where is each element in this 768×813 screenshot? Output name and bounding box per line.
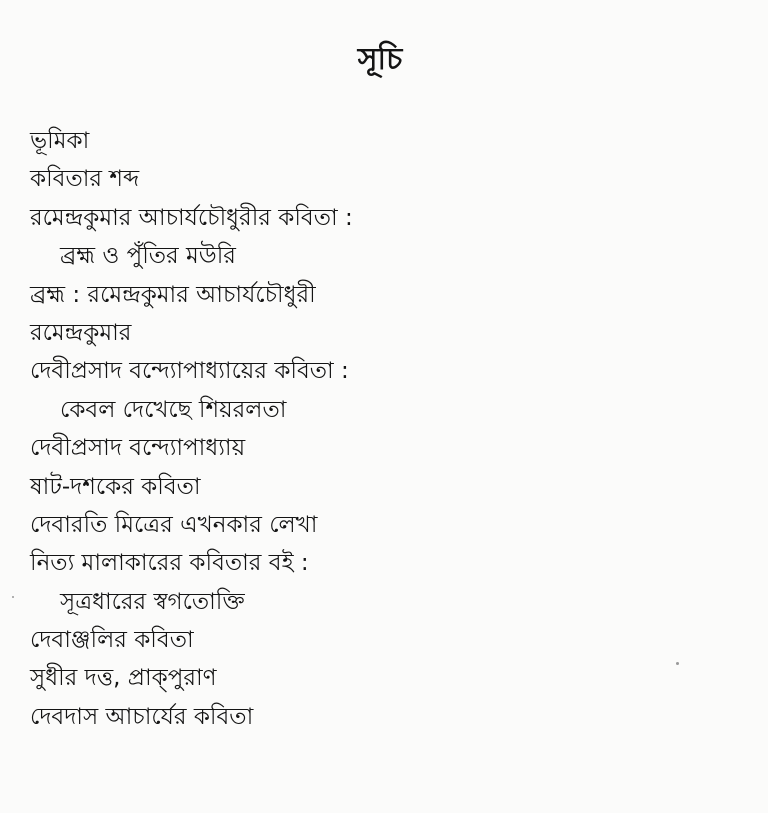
toc-entry: ষাট-দশকের কবিতা <box>30 473 201 500</box>
toc-entry: দেবীপ্রসাদ বন্দ্যোপাধ্যায়ের কবিতা : <box>30 358 349 385</box>
toc-entry: দেবাঞ্জলির কবিতা <box>30 627 194 654</box>
toc-entry-subtitle: ব্রহ্ম ও পুঁতির মউরি <box>60 243 236 270</box>
toc-entry: দেবদাস আচার্যের কবিতা <box>30 703 254 730</box>
page-title: সূচি <box>357 42 403 77</box>
paper-speck <box>676 662 679 665</box>
paper-speck <box>12 596 14 598</box>
toc-entry-subtitle: সূত্রধারের স্বগতোক্তি <box>60 588 245 615</box>
toc-entry-subtitle: কেবল দেখেছে শিয়রলতা <box>60 396 287 423</box>
toc-entry: নিত্য মালাকারের কবিতার বই : <box>30 550 309 577</box>
toc-entry: ভূমিকা <box>30 128 90 154</box>
toc-entry: কবিতার শব্দ <box>30 166 140 193</box>
toc-entry: ব্রহ্ম : রমেন্দ্রকুমার আচার্যচৌধুরী <box>30 281 316 308</box>
toc-entry: রমেন্দ্রকুমার <box>30 319 132 346</box>
toc-entry: দেবীপ্রসাদ বন্দ্যোপাধ্যায় <box>30 435 246 462</box>
table-of-contents <box>30 122 730 736</box>
toc-entry: রমেন্দ্রকুমার আচার্যচৌধুরীর কবিতা : <box>30 204 353 231</box>
toc-entry: সুধীর দত্ত, প্রাক্পুরাণ <box>30 665 217 692</box>
toc-entry: দেবারতি মিত্রের এখনকার লেখা <box>30 511 318 538</box>
